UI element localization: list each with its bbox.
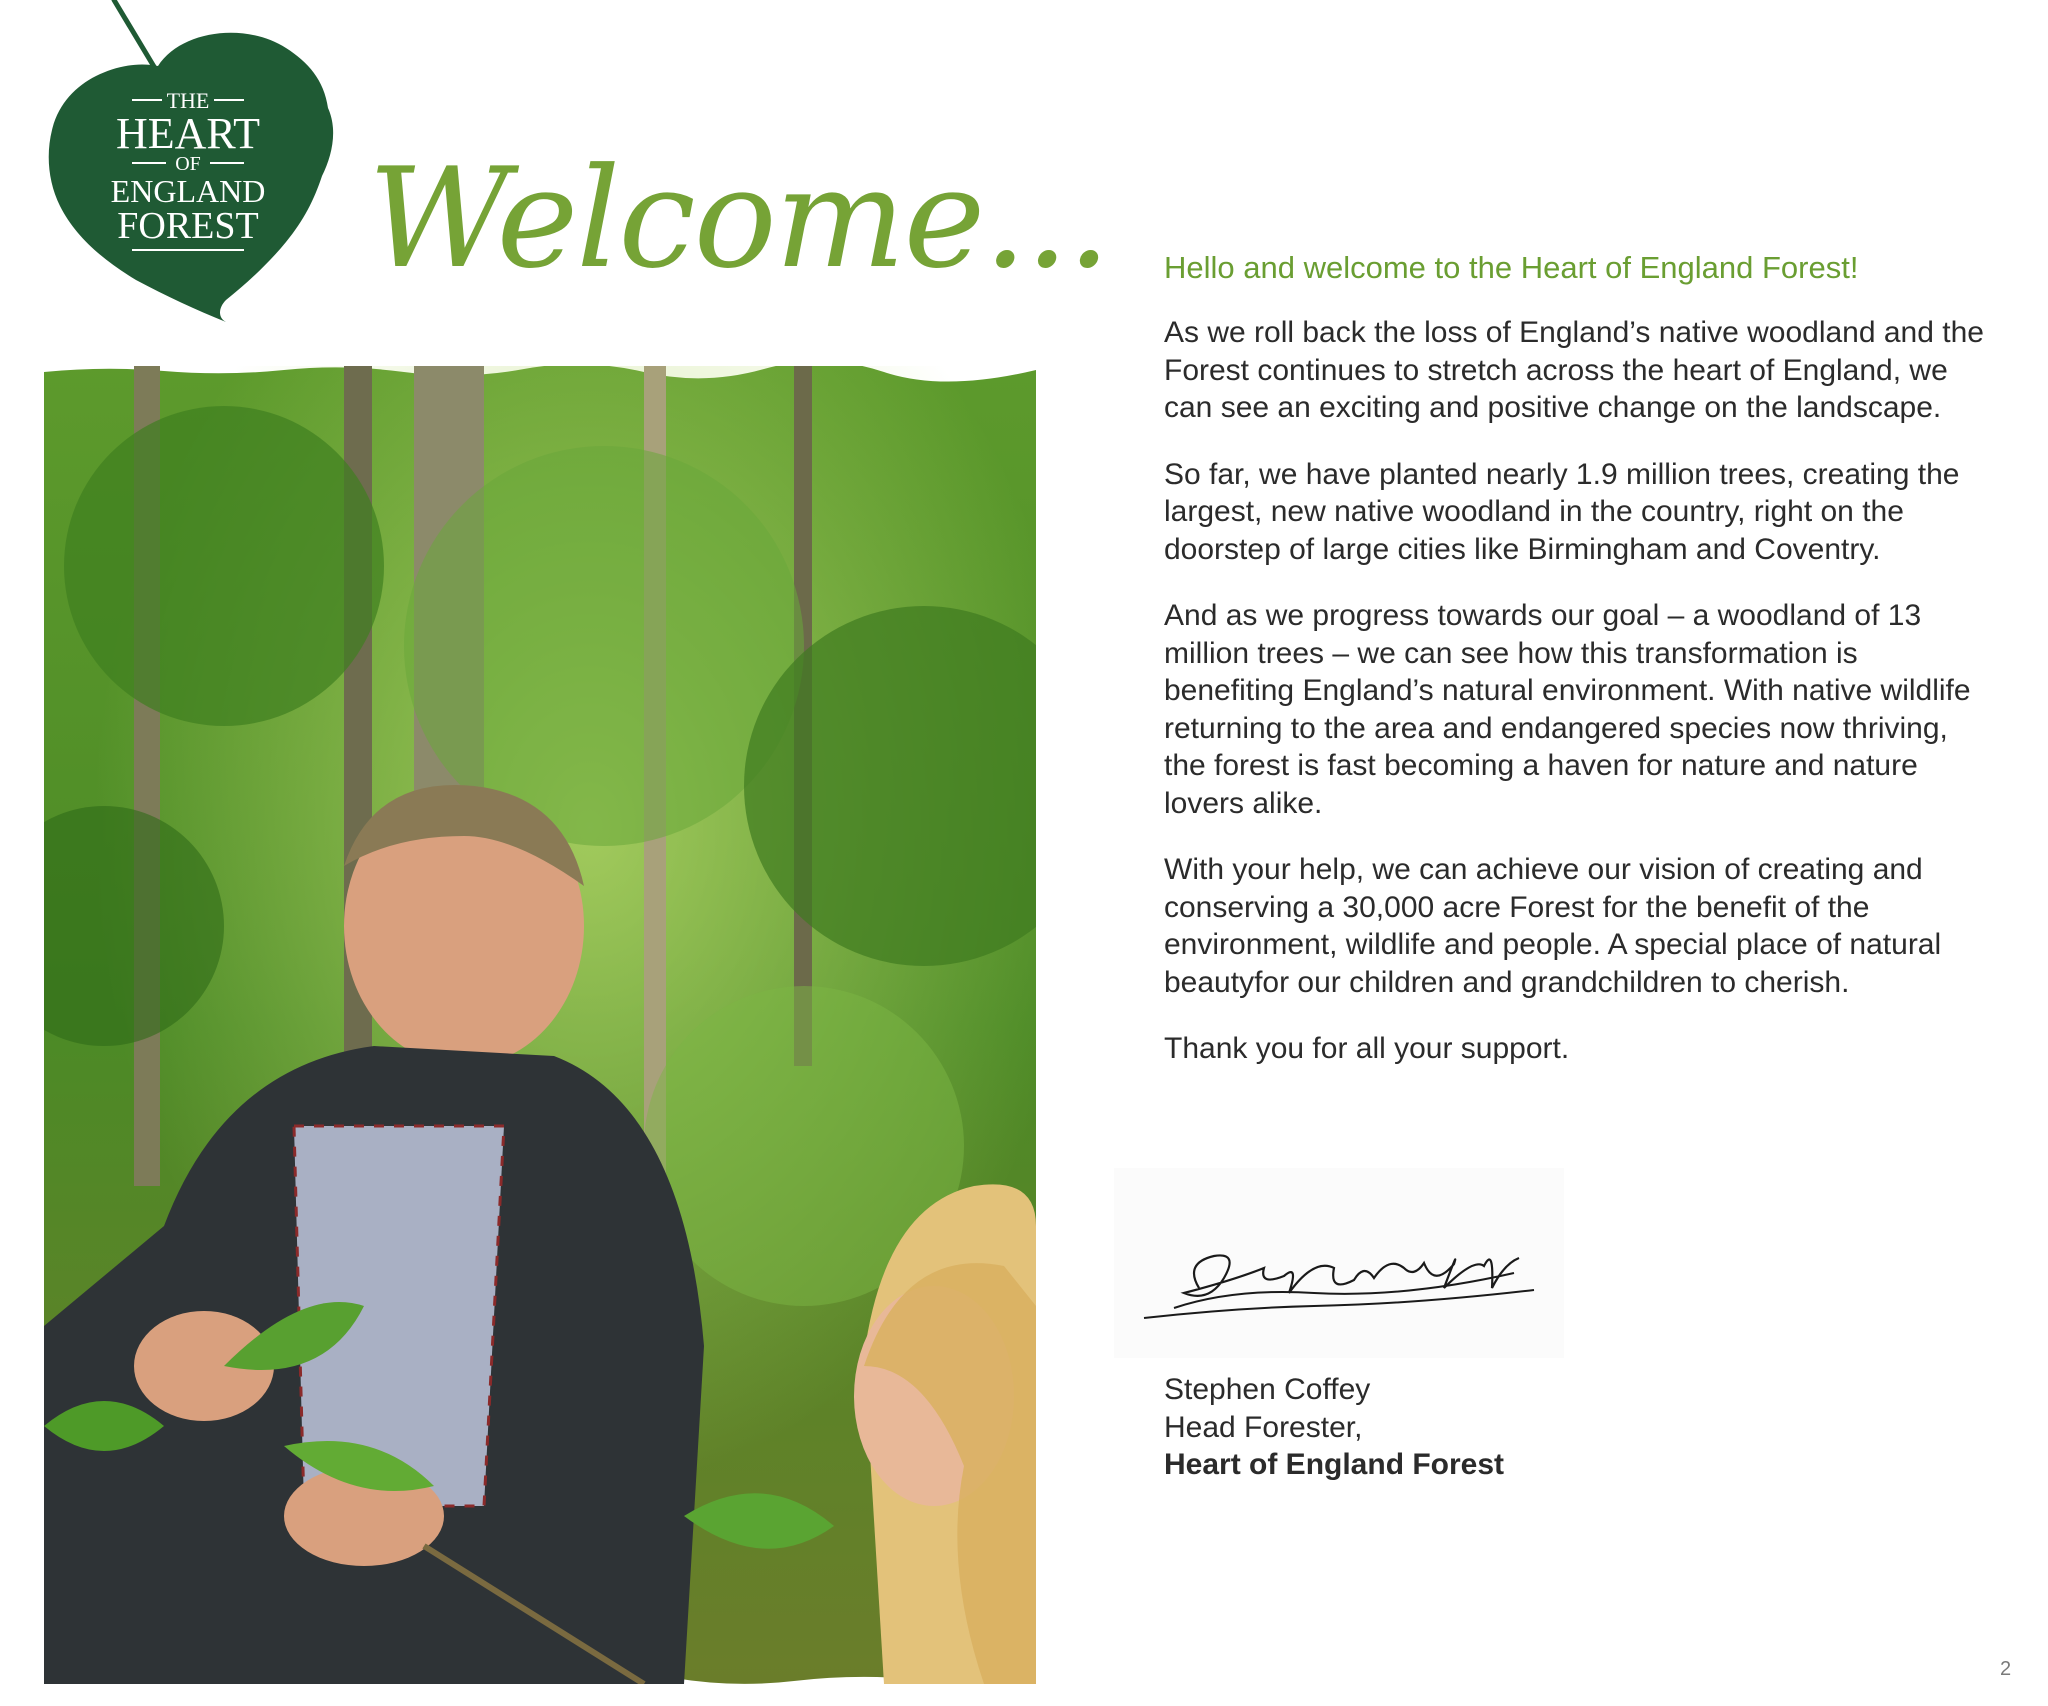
welcome-letter: [1164, 246, 1984, 1068]
forest-photo-icon: [44, 366, 1036, 1684]
page-title: Welcome...: [368, 138, 1109, 299]
letter-paragraph: So far, we have planted nearly 1.9 million trees, creating the largest, new native woodland in the country, right on the doorstep of large cities like Birmingham and Coventry.: [1164, 457, 1960, 566]
logo-text-of: OF: [175, 153, 201, 175]
logo-text-england: ENGLAND: [110, 173, 266, 209]
logo-text-the: THE: [166, 88, 210, 113]
letter-greeting: Hello and welcome to the Heart of England Forest!: [1164, 250, 1859, 285]
author-organization: Heart of England Forest: [1164, 1448, 1505, 1481]
author-role: Head Forester,: [1164, 1410, 1363, 1444]
page-number: 2: [2000, 1658, 2012, 1680]
author-name: Stephen Coffey: [1164, 1373, 1371, 1406]
handwritten-signature-icon: [1114, 1168, 1564, 1358]
letter-paragraph: As we roll back the loss of England’s native woodland and the Forest continues to stretch across the heart of England, we can see an exciting and positive change on the landscape.: [1164, 316, 1984, 424]
heart-of-england-forest-logo: [46, 0, 336, 325]
logo-text-forest: FOREST: [117, 205, 259, 247]
sign-off-block: [1164, 1371, 1504, 1484]
forest-photo: [44, 366, 1036, 1684]
logo-text-heart: HEART: [115, 109, 261, 158]
letter-thanks: Thank you for all your support.: [1164, 1032, 1570, 1065]
leaf-logo-icon: [46, 0, 336, 325]
letter-paragraph: With your help, we can achieve our vision of creating and conserving a 30,000 acre Forest for the benefit of the environment, wildlife and people. A special place of natural beautyfor our children and grandchildren to cherish.: [1164, 853, 1942, 999]
letter-paragraph: And as we progress towards our goal – a woodland of 13 million trees – we can see how this transformation is benefiting England’s natural environment. With native wildlife returning to the area and endangered species now thriving, the forest is fast becoming a haven for nature and nature lovers alike.: [1164, 599, 1971, 820]
